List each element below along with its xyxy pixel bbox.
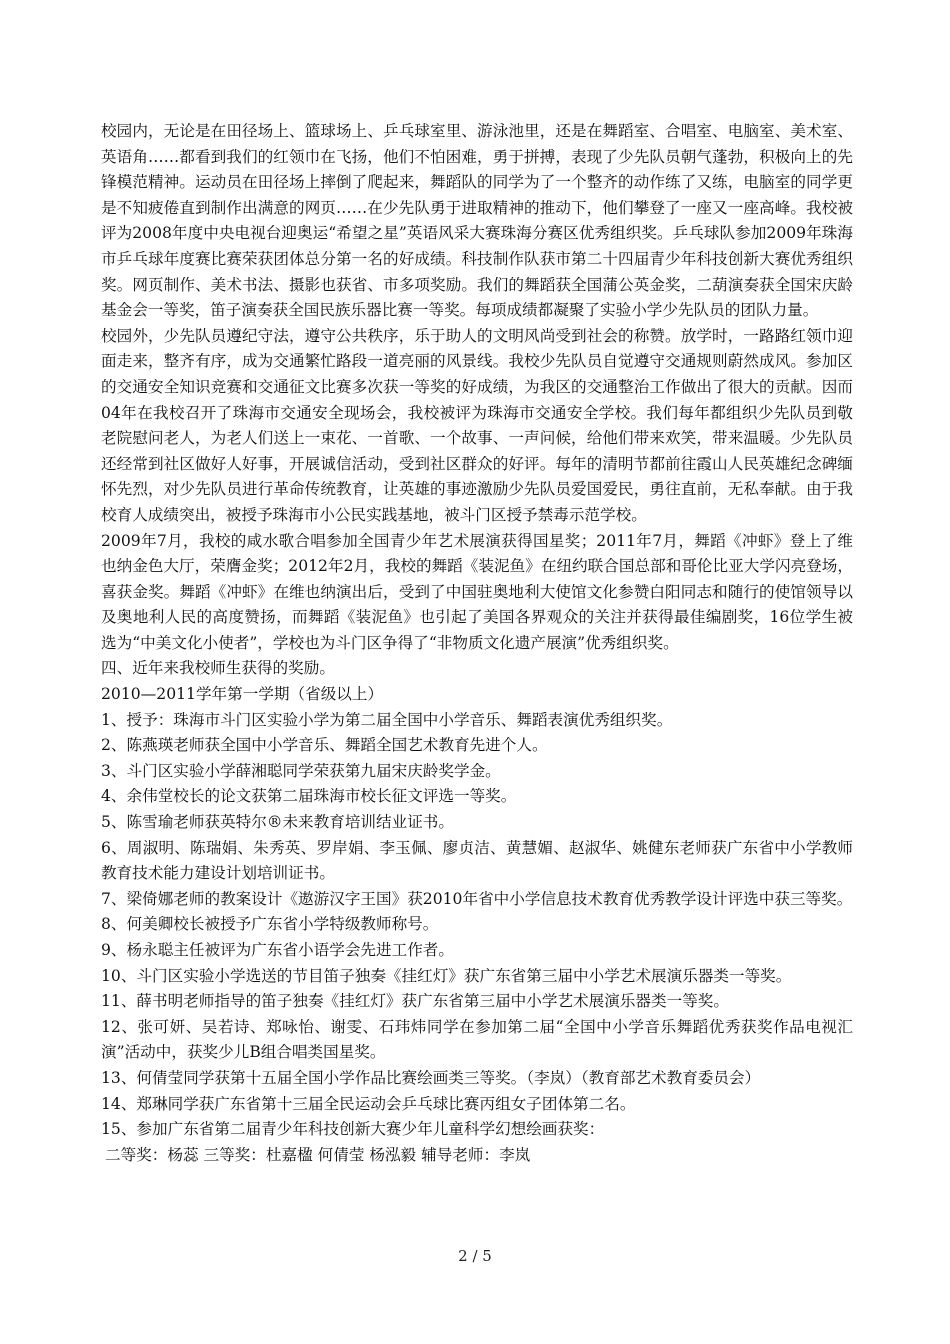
award-item: 7、梁倚娜老师的教案设计《遨游汉字王国》获2010年省中小学信息技术教育优秀教学设计评选中获三等奖。	[101, 889, 853, 908]
award-item: 10、斗门区实验小学选送的节目笛子独奏《挂红灯》获广东省第三届中小学艺术展演乐器类一等奖。	[101, 966, 792, 985]
award-item: 4、余伟堂校长的论文获第二届珠海市校长征文评选一等奖。	[101, 787, 517, 806]
paragraph-art-performances: 2009年7月，我校的咸水歌合唱参加全国青少年艺术展演获得国星奖；2011年7月，舞蹈《冲虾》登上了维也纳金色大厅，荣膺金奖；2012年2月，我校的舞蹈《装泥鱼》在纽约联合国总部和哥伦比亚大学闪亮登场，喜获金奖。舞蹈《冲虾》在维也纳演出后，受到了中国驻奥地利大使馆文化参赞白阳同志和随行的使馆领导以及奥地利人民的高度赞扬，而舞蹈《装泥鱼》也引起了美国各界观众的关注并获得最佳编剧奖，16位学生被选为“中美文化小使者”，学校也为斗门区争得了“非物质文化遗产展演”优秀组织奖。	[101, 531, 853, 652]
award-item: 2、陈燕瑛老师获全国中小学音乐、舞蹈全国艺术教育先进个人。	[101, 736, 548, 755]
page-number: 2 / 5	[458, 1247, 492, 1265]
award-item: 12、张可妍、吴若诗、郑咏怡、谢雯、石玮炜同学在参加第二届“全国中小学音乐舞蹈优秀获奖作品电视汇演”活动中，获奖少儿B组合唱类国星奖。	[101, 1017, 853, 1062]
award-item: 1、授予：珠海市斗门区实验小学为第二届全国中小学音乐、舞蹈表演优秀组织奖。	[101, 710, 673, 729]
award-item: 8、何美卿校长被授予广东省小学特级教师称号。	[101, 915, 439, 934]
document-body	[101, 119, 853, 1168]
paragraph-campus-outside: 校园外，少先队员遵纪守法，遵守公共秩序，乐于助人的文明风尚受到社会的称赞。放学时，一路路红领巾迎面走来，整齐有序，成为交通繁忙路段一道亮丽的风景线。我校少先队员自觉遵守交通规则蔚然成风。参加区的交通安全知识竞赛和交通征文比赛多次获一等奖的好成绩，为我区的交通整治工作做出了很大的贡献。因而04年在我校召开了珠海市交通安全现场会，我校被评为珠海市交通安全学校。我们每年都组织少先队员到敬老院慰问老人，为老人们送上一束花、一首歌、一个故事、一声问候，给他们带来欢笑，带来温暖。少先队员还经常到社区做好人好事，开展诚信活动，受到社区群众的好评。每年的清明节都前往霞山人民英雄纪念碑缅怀先烈，对少先队员进行革命传统教育，让英雄的事迹激励少先队员爱国爱民，勇往直前，无私奉献。由于我校育人成绩突出，被授予珠海市小公民实践基地，被斗门区授予禁毒示范学校。	[101, 326, 853, 524]
award-item: 5、陈雪瑜老师获英特尔®未来教育培训结业证书。	[101, 813, 454, 832]
section-heading: 四、近年来我校师生获得的奖励。	[101, 659, 335, 678]
award-item: 9、杨永聪主任被评为广东省小语学会先进工作者。	[101, 941, 454, 959]
award-15-detail: 二等奖：杨蕊 三等奖：杜嘉楹 何倩莹 杨泓毅 辅导老师：李岚	[105, 1145, 531, 1164]
award-item: 11、薛书明老师指导的笛子独奏《挂红灯》获广东省第三届中小学艺术展演乐器类一等奖。	[101, 992, 729, 1011]
award-item: 15、参加广东省第二届青少年科技创新大赛少年儿童科学幻想绘画获奖：	[101, 1120, 605, 1139]
award-item: 14、郑琳同学获广东省第十三届全民运动会乒乓球比赛丙组女子团体第二名。	[101, 1094, 636, 1113]
award-item: 6、周淑明、陈瑞娟、朱秀英、罗岸娟、李玉佩、廖贞洁、黄慧媚、赵淑华、姚健东老师获广东省中小学教师教育技术能力建设计划培训证书。	[101, 838, 853, 883]
award-item: 13、何倩莹同学获第十五届全国小学作品比赛绘画类三等奖。（李岚）（教育部艺术教育委员会）	[101, 1068, 761, 1087]
term-heading: 2010—2011学年第一学期（省级以上）	[101, 685, 384, 704]
paragraph-campus-inside: 校园内，无论是在田径场上、篮球场上、乒乓球室里、游泳池里，还是在舞蹈室、合唱室、电脑室、美术室、英语角……都看到我们的红领巾在飞扬，他们不怕困难，勇于拼搏，表现了少先队员朝气蓬勃，积极向上的先锋模范精神。运动员在田径场上摔倒了爬起来，舞蹈队的同学为了一个整齐的动作练了又练，电脑室的同学更是不知疲倦直到制作出满意的网页……在少先队勇于进取精神的推动下，他们攀登了一座又一座高峰。我校被评为2008年度中央电视台迎奥运“希望之星”英语风采大赛珠海分赛区优秀组织奖。乒乓球队参加2009年珠海市乒乓球年度赛比赛荣获团体总分第一名的好成绩。科技制作队获市第二十四届青少年科技创新大赛优秀组织奖。网页制作、美术书法、摄影也获省、市多项奖励。我们的舞蹈获全国蒲公英金奖，二葫演奏获全国宋庆龄基金会一等奖，笛子演奏获全国民族乐器比赛一等奖。每项成绩都凝聚了实验小学少先队员的团队力量。	[101, 122, 853, 320]
award-item: 3、斗门区实验小学薛湘聪同学荣获第九届宋庆龄奖学金。	[101, 761, 501, 780]
